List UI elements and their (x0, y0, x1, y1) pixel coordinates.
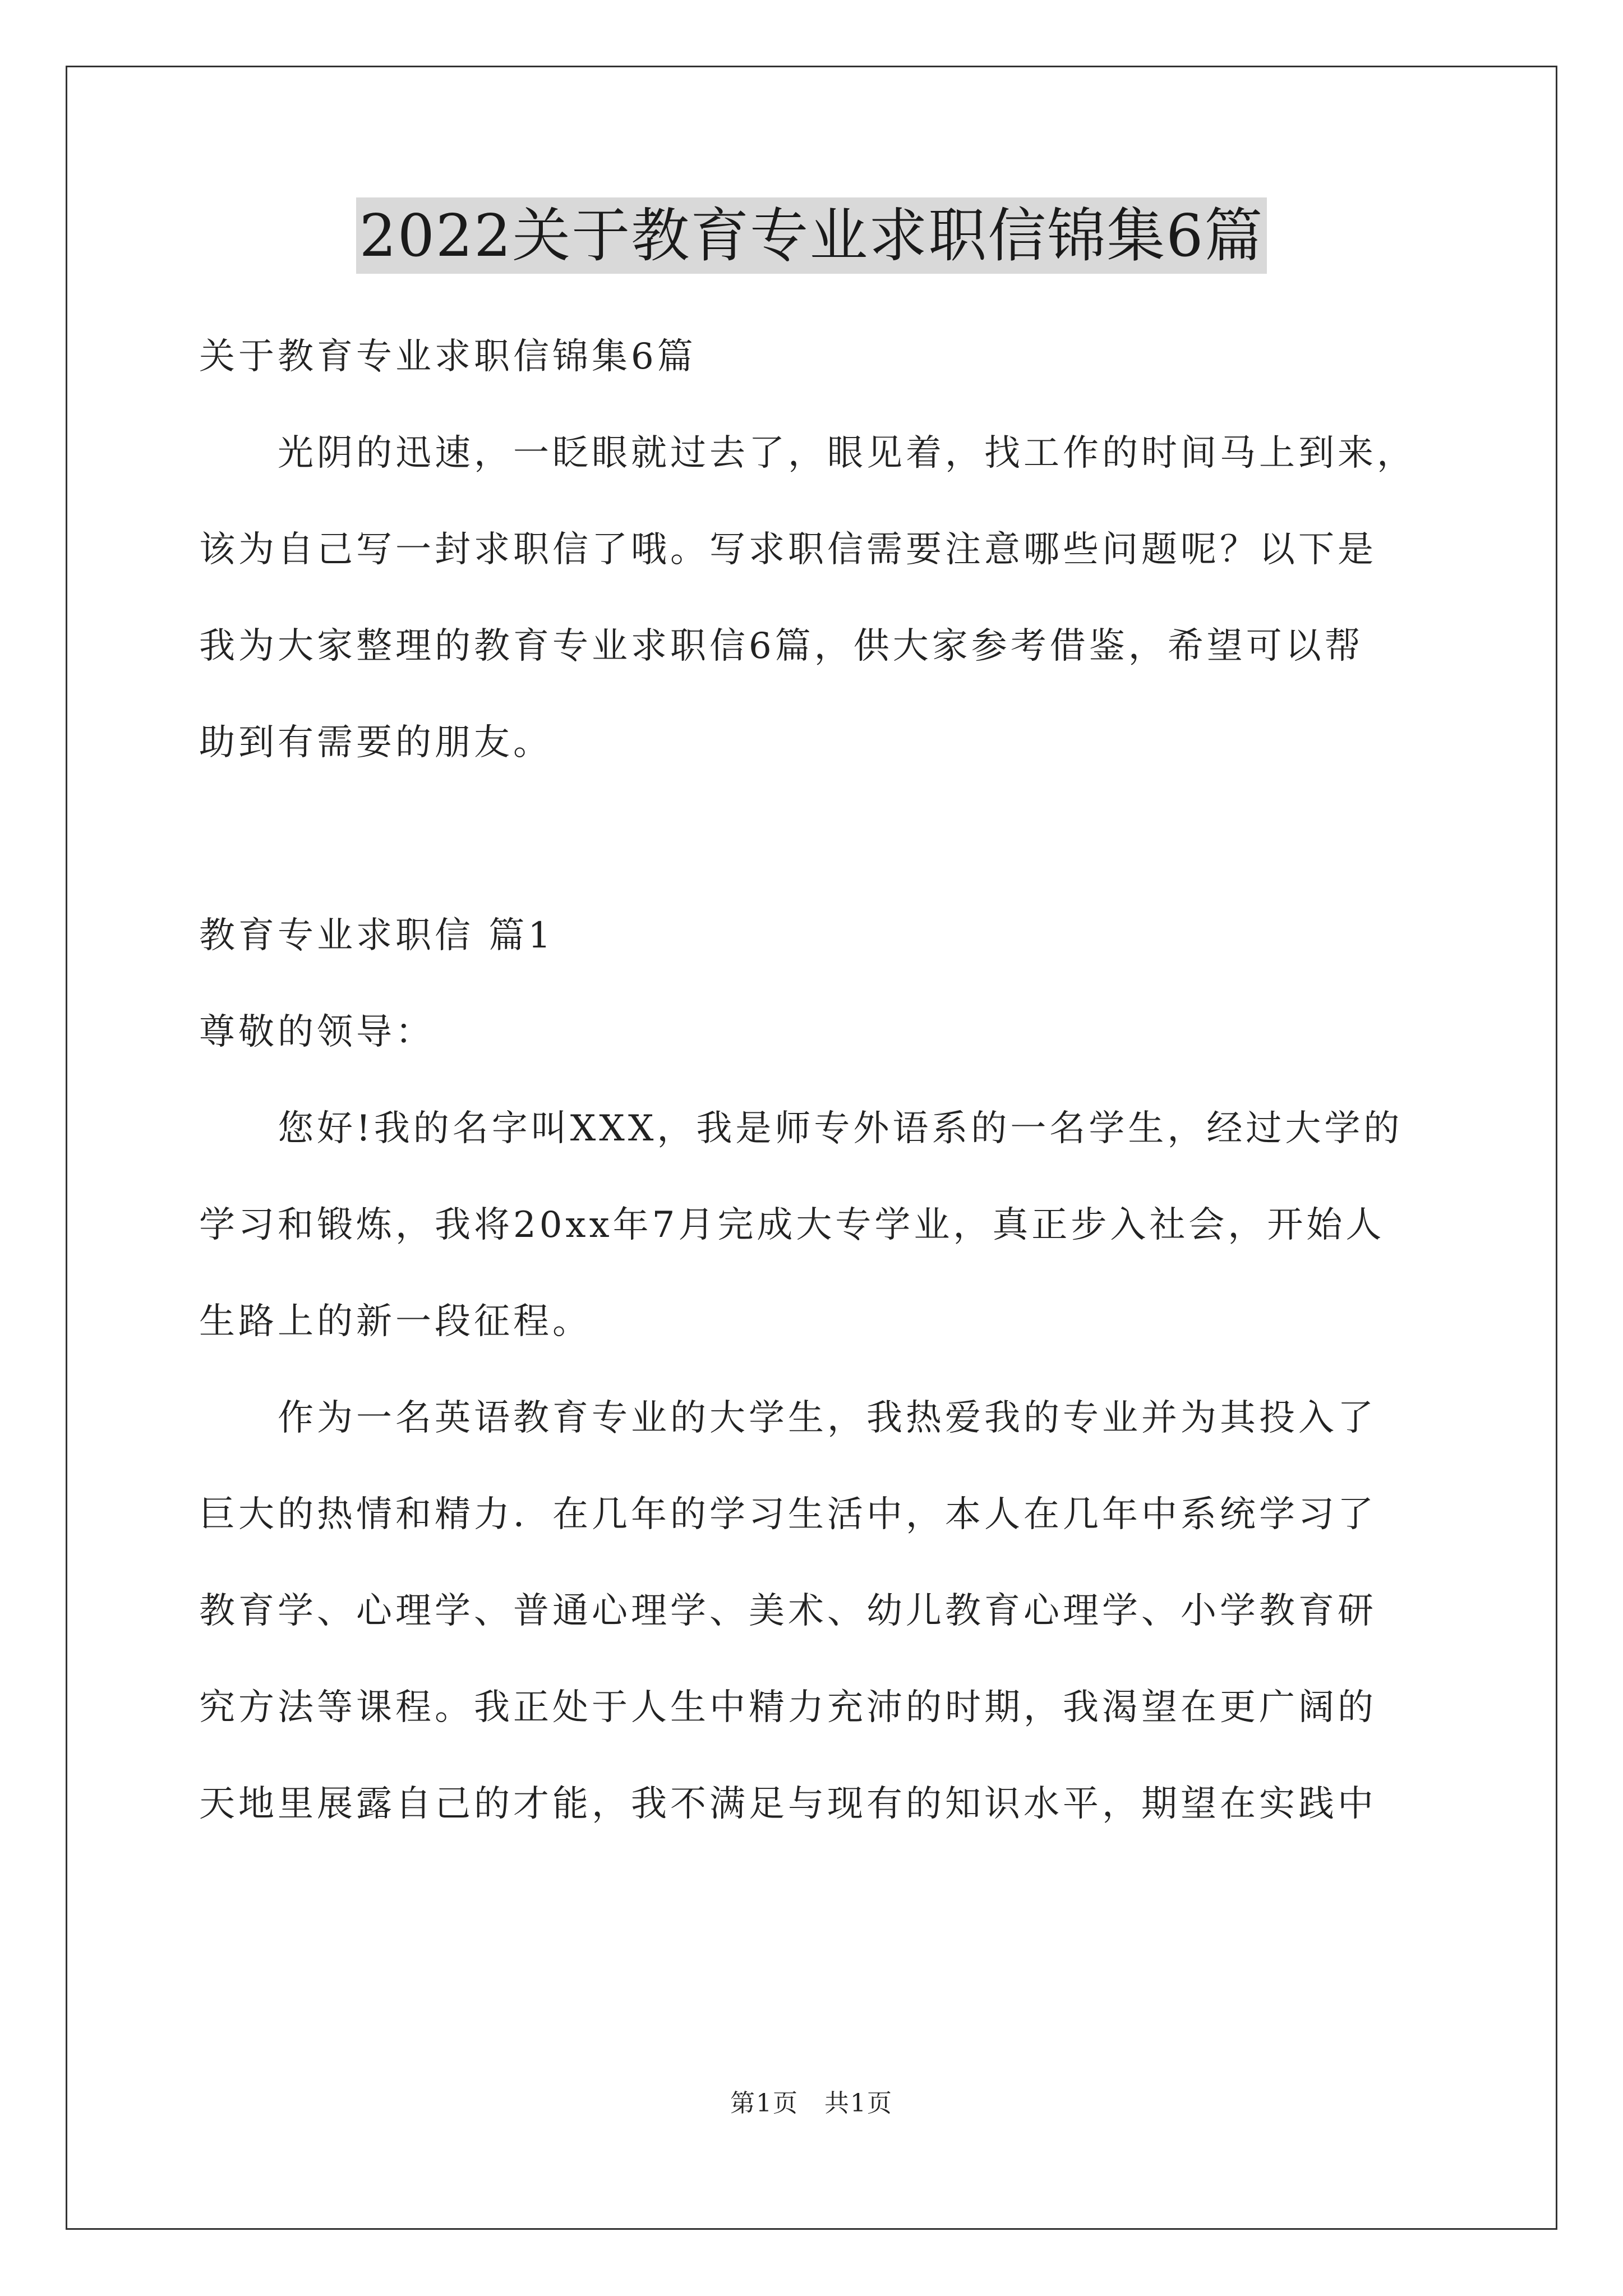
intro-line: 光阴的迅速，一眨眼就过去了，眼见着，找工作的时间马上到来， (278, 432, 1416, 474)
intro-line: 我为大家整理的教育专业求职信6篇，供大家参考借鉴，希望可以帮 (199, 625, 1364, 667)
paragraph2-line: 天地里展露自己的才能，我不满足与现有的知识水平，期望在实践中 (199, 1783, 1377, 1825)
intro-line: 助到有需要的朋友。 (199, 722, 552, 763)
paragraph1-line: 生路上的新一段征程。 (199, 1301, 592, 1342)
paragraph2-line: 究方法等课程。我正处于人生中精力充沛的时期，我渴望在更广阔的 (199, 1687, 1377, 1728)
title-wrapper (0, 197, 1623, 274)
intro-line: 该为自己写一封求职信了哦。写求职信需要注意哪些问题呢？以下是 (199, 529, 1377, 570)
blank-line (199, 791, 1450, 887)
section-heading: 教育专业求职信 篇1 (199, 915, 555, 956)
paragraph1-line: 您好!我的名字叫XXX，我是师专外语系的一名学生，经过大学的 (278, 1108, 1403, 1149)
paragraph2-line: 教育学、心理学、普通心理学、美术、幼儿教育心理学、小学教育研 (199, 1590, 1377, 1632)
document-subtitle: 关于教育专业求职信锦集6篇 (199, 336, 697, 378)
paragraph1-line: 学习和锻炼，我将20xx年7月完成大专学业，真正步入社会，开始人 (199, 1204, 1385, 1246)
page-footer: 第1页 共1页 (730, 2089, 893, 2118)
greeting: 尊敬的领导： (199, 1011, 435, 1053)
document-title: 2022关于教育专业求职信锦集6篇 (356, 197, 1267, 274)
document-body (199, 309, 1450, 1852)
paragraph2-line: 巨大的热情和精力．在几年的学习生活中，本人在几年中系统学习了 (199, 1494, 1377, 1535)
paragraph2-line: 作为一名英语教育专业的大学生，我热爱我的专业并为其投入了 (278, 1397, 1377, 1439)
